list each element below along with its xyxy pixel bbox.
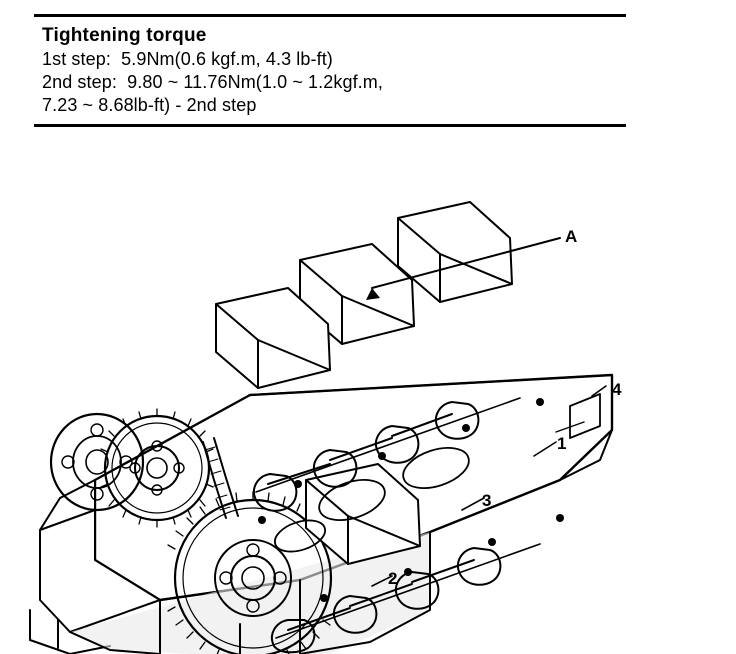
torque-spec-line-2: 2nd step: 9.80 ~ 11.76Nm(1.0 ~ 1.2kgf.m, <box>42 72 383 92</box>
callout-label-2: 2 <box>388 569 398 588</box>
engine-head-illustration <box>0 180 736 654</box>
horizontal-rule-top <box>34 14 626 17</box>
horizontal-rule-bottom <box>34 124 626 127</box>
torque-spec-title: Tightening torque <box>42 25 207 46</box>
torque-spec-line-1: 1st step: 5.9Nm(0.6 kgf.m, 4.3 lb-ft) <box>42 49 333 69</box>
torque-spec-line-3: 7.23 ~ 8.68lb-ft) - 2nd step <box>42 95 257 115</box>
callout-label-4: 4 <box>612 380 622 399</box>
callout-label-3: 3 <box>482 491 492 510</box>
callout-label-1: 1 <box>557 434 567 453</box>
torque-spec-block <box>34 14 634 127</box>
engine-head-line-drawing <box>0 180 736 654</box>
callout-label-a: A <box>565 227 578 246</box>
